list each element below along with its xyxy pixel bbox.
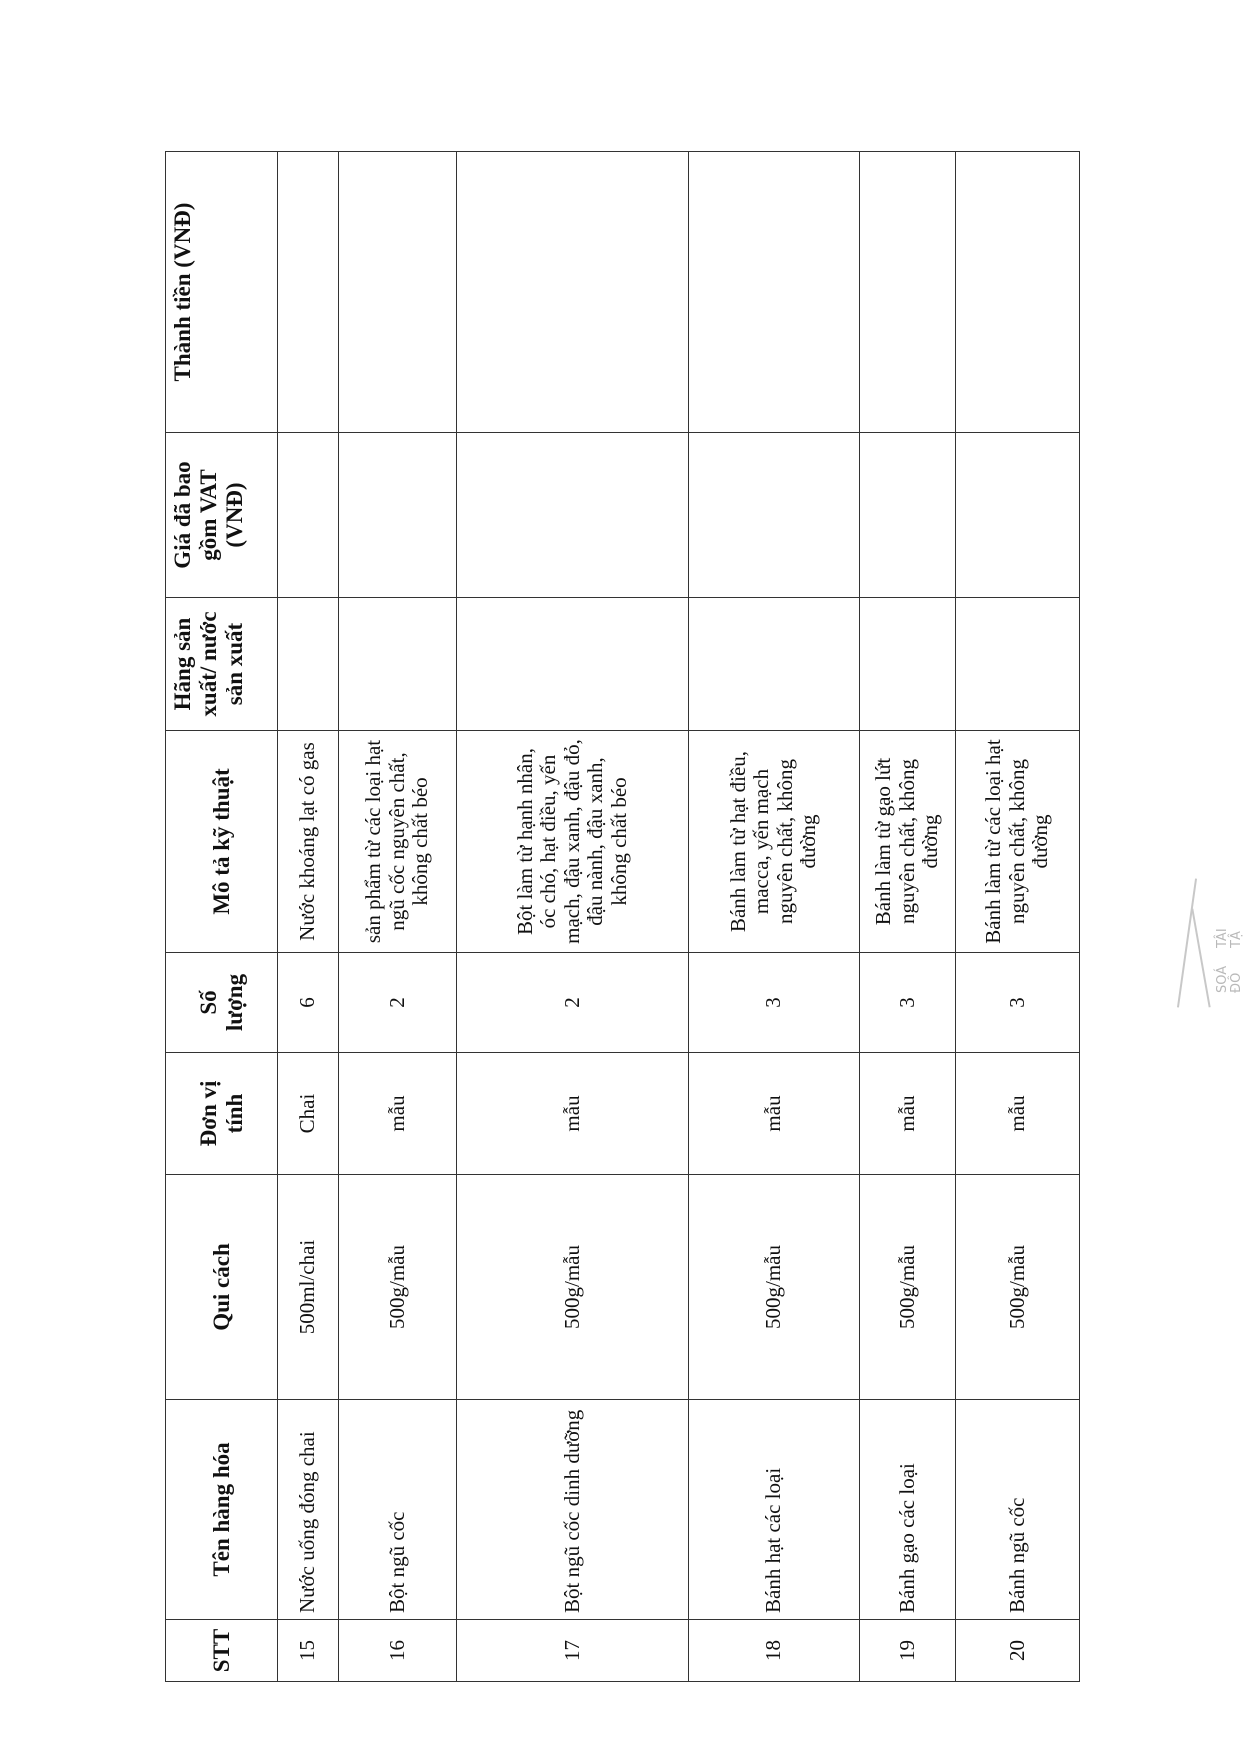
header-spec: Qui cách [166,1175,278,1400]
stamp-text: ĐÔ [1229,972,1244,993]
cell-unit: mẫu [338,1053,456,1175]
cell-spec: 500g/mẫu [859,1175,956,1400]
cell-name: Bột ngũ cốc [338,1400,456,1620]
rotated-page [165,152,1080,1682]
table-row [859,152,956,1682]
cell-maker [859,598,956,731]
header-unit: Đơn vị tính [166,1053,278,1175]
cell-qty: 2 [338,953,456,1053]
cell-unit: mẫu [456,1053,688,1175]
cell-total [956,152,1080,433]
cell-maker [456,598,688,731]
cell-total [338,152,456,433]
cell-total [689,152,859,433]
stamp-text: SOÁ [1215,965,1230,993]
cell-desc: Bột làm từ hạnh nhân, óc chó, hạt điều, yến mạch, đậu xanh, đậu đỏ, đậu nành, đậu xanh, không chất béo [456,731,688,953]
cell-desc: Bánh làm từ gạo lứt nguyên chất, không đường [859,731,956,953]
header-row [166,152,278,1682]
header-price: Giá đã bao gồm VAT (VNĐ) [166,433,278,598]
goods-table [165,151,1080,1682]
cell-maker [956,598,1080,731]
cell-name: Bánh ngũ cốc [956,1400,1080,1620]
cell-maker [338,598,456,731]
table-row [956,152,1080,1682]
stamp-stroke [1177,878,1197,1007]
cell-price [278,433,339,598]
cell-unit: mẫu [689,1053,859,1175]
cell-qty: 6 [278,953,339,1053]
cell-maker [689,598,859,731]
cell-price [456,433,688,598]
cell-total [456,152,688,433]
table-row [278,152,339,1682]
faint-stamp-mark [1178,878,1244,1018]
cell-qty: 3 [689,953,859,1053]
cell-spec: 500g/mẫu [689,1175,859,1400]
header-name: Tên hàng hóa [166,1400,278,1620]
cell-maker [278,598,339,731]
cell-desc: sản phẩm từ các loại hạt ngũ cốc nguyên chất, không chất béo [338,731,456,953]
cell-stt: 19 [859,1620,956,1682]
cell-name: Bánh gạo các loại [859,1400,956,1620]
cell-spec: 500g/mẫu [338,1175,456,1400]
stamp-text: TẬ [1229,931,1244,948]
cell-desc: Bánh làm từ hạt điều, macca, yến mạch nguyên chất, không đường [689,731,859,953]
cell-price [956,433,1080,598]
cell-stt: 16 [338,1620,456,1682]
stamp-text: TÂI [1215,928,1230,948]
table-row [338,152,456,1682]
cell-unit: Chai [278,1053,339,1175]
cell-qty: 3 [859,953,956,1053]
header-qty: Số lượng [166,953,278,1053]
cell-price [689,433,859,598]
cell-name: Bánh hạt các loại [689,1400,859,1620]
cell-desc: Nước khoáng lạt có gas [278,731,339,953]
cell-unit: mẫu [859,1053,956,1175]
cell-spec: 500g/mẫu [956,1175,1080,1400]
cell-qty: 2 [456,953,688,1053]
cell-total [859,152,956,433]
cell-spec: 500ml/chai [278,1175,339,1400]
cell-price [859,433,956,598]
cell-stt: 17 [456,1620,688,1682]
cell-name: Nước uống đóng chai [278,1400,339,1620]
header-stt: STT [166,1620,278,1682]
cell-stt: 15 [278,1620,339,1682]
stamp-stroke [1191,909,1210,1008]
cell-unit: mẫu [956,1053,1080,1175]
cell-spec: 500g/mẫu [456,1175,688,1400]
header-total: Thành tiền (VNĐ) [166,152,278,433]
cell-stt: 20 [956,1620,1080,1682]
cell-name: Bột ngũ cốc dinh dưỡng [456,1400,688,1620]
header-desc: Mô tả kỹ thuật [166,731,278,953]
cell-total [278,152,339,433]
cell-stt: 18 [689,1620,859,1682]
table-row [456,152,688,1682]
cell-price [338,433,456,598]
header-maker: Hãng sản xuất/ nước sản xuất [166,598,278,731]
cell-qty: 3 [956,953,1080,1053]
table-row [689,152,859,1682]
cell-desc: Bánh làm từ các loại hạt nguyên chất, không đường [956,731,1080,953]
